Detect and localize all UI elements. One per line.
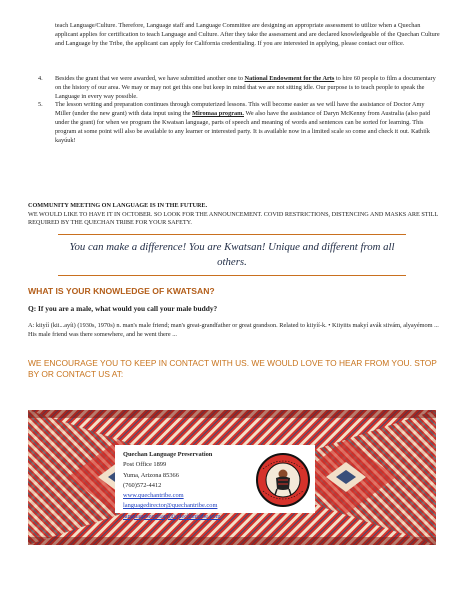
address-line-2: Yuma, Arizona 85366 bbox=[123, 471, 179, 479]
nea-highlight: National Endowment for the Arts bbox=[244, 75, 335, 82]
list-text-before: Besides the grant that we were awarded, we have submitted another one to bbox=[55, 75, 245, 82]
contact-details bbox=[123, 450, 258, 522]
list-number: 5. bbox=[38, 101, 43, 108]
director-email-link[interactable]: languagedirector@quechantribe.com bbox=[123, 502, 218, 510]
quote-divider-top bbox=[58, 234, 406, 235]
secretary-email-link[interactable]: languagesecretary@quechantribe.com bbox=[123, 512, 221, 520]
list-number: 4. bbox=[38, 75, 43, 82]
knowledge-heading: WHAT IS YOUR KNOWLEDGE OF KWATSAN? bbox=[28, 286, 215, 296]
address-line-1: Post Office 1899 bbox=[123, 461, 167, 469]
quote-divider-bottom bbox=[58, 275, 406, 276]
list-text-before: The lesson writing and preparation continues through computerized lessons. This will become easier as we will have the assistance of Doctor Amy Miller (under the new grant) with data input using the bbox=[55, 101, 425, 117]
miromaa-highlight: Miromaa program. bbox=[192, 109, 244, 117]
continuation-paragraph: teach Language/Culture. Therefore, Language staff and Language Committee are designing an appropriate assessment to utilize when a Quechan applicant applies for certification to teach Language and Culture. After they take the assessment and are declared knowledgeable of the Quechan Culture and Language by the Tribe, the applicant can apply for California credentialing. If you are interested in applying, please contact our office. bbox=[55, 22, 440, 47]
website-link[interactable]: www.quechantribe.com bbox=[123, 492, 184, 500]
pull-quote: You can make a difference! You are Kwatsan! Unique and different from all others. bbox=[69, 241, 395, 268]
community-heading: COMMUNITY MEETING ON LANGUAGE IS IN THE FUTURE. bbox=[28, 202, 208, 209]
community-meeting-notice bbox=[28, 202, 438, 228]
org-name: Quechan Language Preservation bbox=[123, 451, 213, 458]
community-body: WE WOULD LIKE TO HAVE IT IN OCTOBER. SO LOOK FOR THE ANNOUNCEMENT. COVID RESTRICTIONS, DISTENCING AND MASKS ARE STILL REQUIRED BY THE QUECHAN TRIBE FOR YOUR SAFETY. bbox=[28, 210, 438, 227]
list-text-after: to hire 60 people to film a documentary on the history of our area. We may or may not get this one but keep in mind that we are not sitting idle. Our purpose is to teach people to speak the Language in every way possible. bbox=[55, 75, 436, 100]
phone-number: (760)572-4412 bbox=[123, 481, 162, 489]
knowledge-answer: A: kiiyíí (kii...ayíi) (1930s, 1970s) n. man's male friend; man's great-grandfather or great grandson. Related to kiiyíí-k. • Kiiyiits makyí avák siivám, alyayémom ... His male friend was there somewhere, and he went there ... bbox=[28, 322, 439, 338]
list-text bbox=[55, 75, 440, 102]
contact-encouragement: WE ENCOURAGE YOU TO KEEP IN CONTACT WITH US. WE WOULD LOVE TO HEAR FROM YOU. STOP BY OR CONTACT US AT: bbox=[28, 358, 437, 379]
knowledge-question: Q: If you are a male, what would you call your male buddy? bbox=[28, 304, 218, 313]
quechan-tribe-seal-icon bbox=[255, 451, 311, 509]
list-text-after: We also have the assistance of Daryn McKenny from Australia (also paid under the grant) for when we program the Kwatsan language, parts of speech and meaning of words and sentences can be sorted for learning. This program at some point will also be available to any learner or interested party. It is available now in a limited scale so come and check it out. Kathiík kayúuk! bbox=[55, 109, 431, 144]
list-text bbox=[55, 101, 440, 146]
